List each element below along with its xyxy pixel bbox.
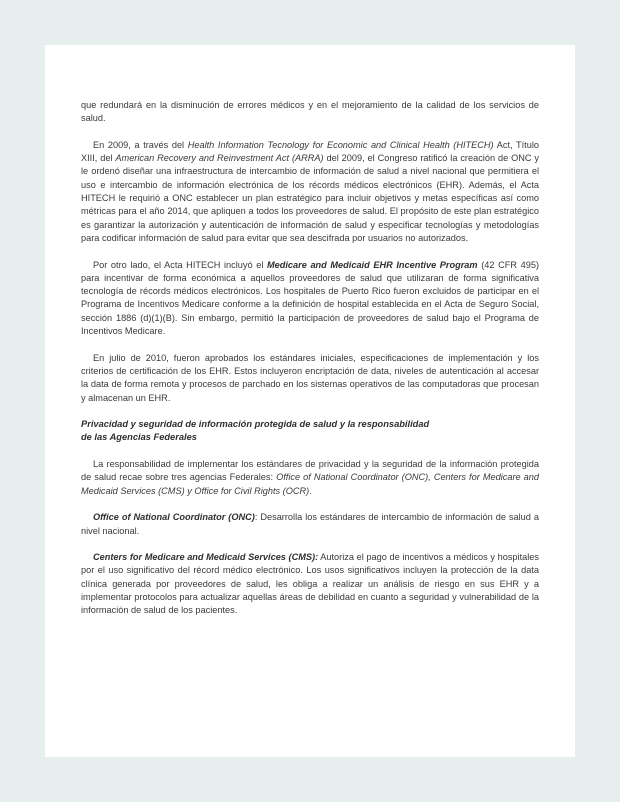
heading-line-2: de las Agencias Federales [81, 432, 197, 443]
text-run: Act, Título XIII, del [81, 139, 539, 164]
italic-agencies: Office of National Coordinator (ONC), Centers for Medicare and Medicaid Services (CMS) y Office for Civil Rights (OCR) [81, 472, 539, 496]
paragraph-text: que redundará en la disminución de errores médicos y en el mejoramiento de la calidad de los servicios de salud. [81, 100, 539, 124]
text-run: (42 CFR 495) para incentivar de forma económica a aquellos proveedores de salud que utilizaran de forma significativa tecnología de récords médicos electrónicos. Los hospitales de Puerto Rico fueron excluidos de participar en el Programa de Incentivos Medicare conforme a la definición de hospital establecida en el Acta de Seguro Social, sección 1886 (d)(1)(B). Sin embargo, permitió la participación de proveedores de salud bajo el Programa de Incentivos Medicare. [81, 259, 540, 337]
section-heading [81, 418, 539, 445]
text-run: Por otro lado, el Acta HITECH incluyó el [93, 259, 267, 270]
paragraph-text: En julio de 2010, fueron aprobados los estándares iniciales, especificaciones de implementación y los criterios de certificación de los EHR. Estos incluyeron encriptación de data, niveles de autenticación al accesar la data de forma remota y procesos de parchado en los sistemas operativos de las computadoras que procesan y almacenan un EHR. [81, 352, 539, 403]
document-page [45, 45, 575, 757]
italic-act-name: Health Information Tecnology for Economic and Clinical Health (HITECH) [187, 139, 494, 150]
paragraph-onc [81, 511, 539, 538]
text-run: Autoriza el pago de incentivos a médicos y hospitales por el uso significativo del récord médico electrónico. Los usos significativos incluyen la protección de la data clínica generada por proveedores de salud, les obliga a realizar un análisis de riesgo en sus EHR y a implementar protocolos para actualizar aquellas áreas de debilidad en cuanto a seguridad y vulnerabilidad de la información de salud de los pacientes. [81, 552, 539, 616]
bold-program-name: Medicare and Medicaid EHR Incentive Program [267, 259, 478, 270]
text-run: del 2009, el Congreso ratificó la creación de ONC y le ordenó diseñar una infraestructura de intercambio de información de salud a nivel nacional que permitiera el uso e intercambio de información electrónica de los récords médicos electrónicos (EHR). Además, el Acta HITECH le requirió a ONC establecer un plan estratégico para incluir objetivos y metas específicas así como métricas para el año 2014, que apliquen a todos los proveedores de salud. El propósito de este plan estratégico es garantizar la autorización y autenticación de información de salud y especificar tecnologías y metodologías para codificar información de salud para evitar que sea descifrada por usuarios no autorizados. [81, 153, 539, 243]
text-run: : Desarrolla los estándares de intercambio de información de salud a nivel nacional. [81, 512, 539, 536]
paragraph-responsibility [81, 458, 539, 498]
term-cms: Centers for Medicare and Medicaid Services (CMS): [93, 552, 319, 563]
page-content [81, 99, 539, 631]
text-run: . [309, 485, 312, 496]
paragraph-incentive-program [81, 259, 539, 339]
term-onc: Office of National Coordinator (ONC) [93, 512, 255, 523]
paragraph-cms [81, 551, 539, 617]
paragraph-continuation [81, 99, 539, 126]
heading-line-1: Privacidad y seguridad de información protegida de salud y la responsabilidad [81, 419, 430, 430]
italic-act-name: American Recovery and Reinvestment Act (ARRA) [115, 153, 324, 164]
paragraph-july-2010 [81, 352, 539, 405]
text-run: La responsabilidad de implementar los estándares de privacidad y la seguridad de la información protegida de salud recae sobre tres agencias Federales: [81, 459, 539, 483]
text-run: En 2009, a través del [93, 139, 188, 150]
paragraph-hitech-2009 [81, 139, 539, 245]
